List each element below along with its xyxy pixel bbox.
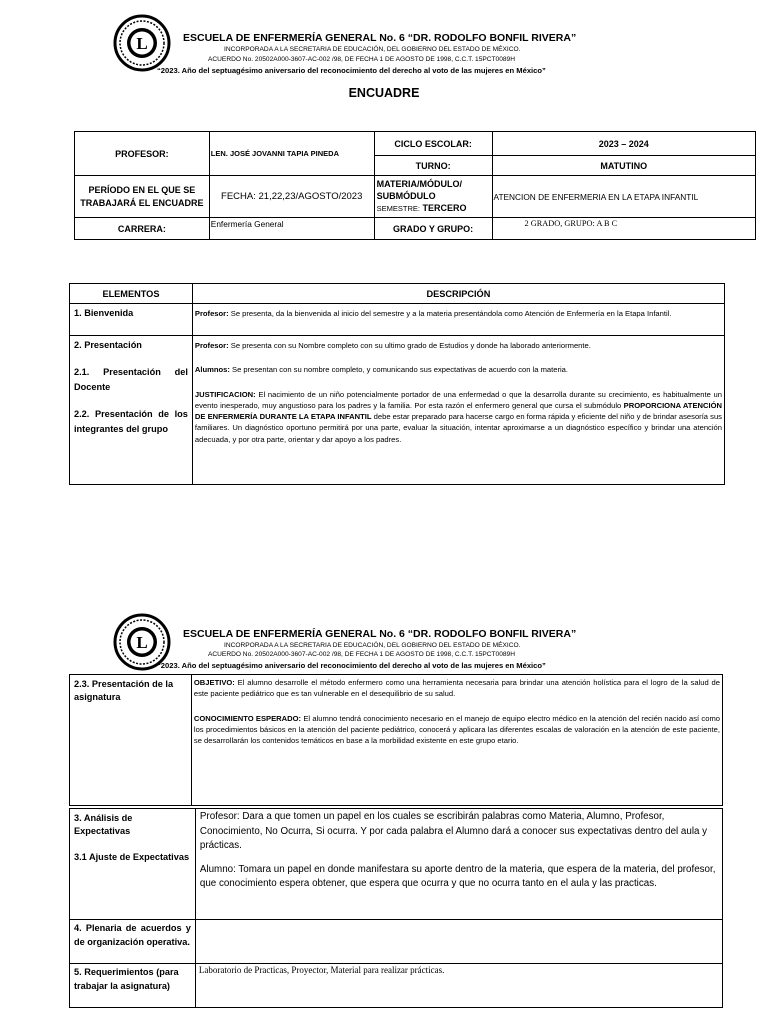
ajuste-label: 3.1 Ajuste de Expectativas [74, 852, 190, 862]
carrera-value: Enfermería General [209, 218, 374, 240]
justificacion-bold: JUSTIFICACION: [194, 389, 256, 399]
bienvenida-bold: Profesor: [194, 309, 229, 318]
incorporation-line: INCORPORADA A LA SECRETARIA DE EDUCACIÓN, DEL GOBIERNO DEL ESTADO DE MÉXICO. [224, 46, 521, 53]
materia-cell [374, 176, 492, 218]
bienvenida-label: 1. Bienvenida [70, 304, 193, 336]
svg-text:L: L [136, 633, 148, 652]
alumnos-text: Se presentan con su nombre completo, y comunicando sus expectativas de acuerdo con la materia. [229, 365, 569, 375]
expectativas-alumno: Alumno: Tomara un papel en donde manifestara su aporte dentro de la materia, que espera de la materia, del profesor, que conocimiento espera obtener, que espera que ocurra y que no ocurra tanto en el aula y las practicas. [199, 863, 716, 889]
expectativas-desc [195, 809, 722, 920]
motto-line: “2023. Año del septuagésimo aniversario del reconocimiento del derecho al voto de las mujeres en México” [157, 661, 546, 670]
agreement-line: ACUERDO No. 20502A000-3607-AC-002 /98, DE FECHA 1 DE AGOSTO DE 1998, C.C.T. 15PCT0089H [208, 56, 515, 63]
svg-text:L: L [136, 34, 148, 53]
integrantes-label: 2.2. Presentación de los integrantes del grupo [74, 409, 188, 434]
profesor-text: Se presenta con su Nombre completo con su ultimo grado de Estudios y donde ha laborado anteriormente. [228, 341, 591, 350]
alumnos-bold: Alumnos: [194, 365, 230, 375]
expectativas-cell [70, 809, 196, 920]
conocimiento-text: El alumno tendrá conocimiento necesario en el manejo de equipo electro médico en la atención del recién nacido así como los procedimientos básicos en la atención del paciente pediátrico, conocerá y aplicara las diferentes escalas de valoración en la atención de este paciente, se desarrollarán los contenidos temáticos en base a la morbilidad existente en este grupo etario. [193, 713, 720, 746]
bienvenida-desc [192, 304, 724, 336]
conocimiento-bold: CONOCIMIENTO ESPERADO: [193, 713, 302, 723]
grado-value: 2 GRADO, GRUPO: A B C [492, 218, 755, 240]
materia-value: ATENCION DE ENFERMERIA EN LA ETAPA INFANTIL [492, 176, 755, 218]
presentacion-desc [192, 336, 724, 485]
justificacion-text-2: debe estar preparado para hacerse cargo en forma rápida y eficiente del niño y de brindar asesoría sus familiares. Un diagnóstico oportuno permitirá por una parte, evaluar la situación, intentar aproximarse a un diagnóstico específico y brindar una atención adecuada, y por otra parte, orientar y dar apoyo a los padres. [194, 412, 722, 444]
profesor-value: LEN. JOSÉ JOVANNI TAPIA PINEDA [209, 132, 374, 176]
turno-value: MATUTINO [492, 156, 755, 176]
info-table [74, 131, 756, 240]
materia-label: MATERIA/MÓDULO/ SUBMÓDULO [376, 179, 462, 201]
profesor-bold: Profesor: [194, 341, 229, 350]
analisis-label: 3. Análisis de Expectativas [74, 813, 133, 836]
requerimientos-label: 5. Requerimientos (para trabajar la asignatura) [70, 964, 196, 1008]
plenaria-desc [195, 920, 722, 964]
agreement-line: ACUERDO No. 20502A000-3607-AC-002 /98, DE FECHA 1 DE AGOSTO DE 1998, C.C.T. 15PCT0089H [208, 651, 515, 658]
lions-seal-icon [113, 14, 171, 72]
justificacion-text-1: El nacimiento de un niño potencialmente portador de una enfermedad o que la desarrolla durante su crecimiento, es habitualmente un evento inesperado, muy angustioso para los padres y la familia. Por esta razón el enfermero general que cursa el submódulo [194, 389, 722, 410]
elements-table-1 [69, 283, 725, 485]
semestre-value: TERCERO [422, 203, 467, 213]
docente-label: 2.1. Presentación del Docente [74, 367, 188, 392]
presentacion-label: 2. Presentación [74, 340, 142, 350]
fecha-value: FECHA: 21,22,23/AGOSTO/2023 [209, 176, 374, 218]
ciclo-value: 2023 – 2024 [492, 132, 755, 156]
carrera-label: CARRERA: [75, 218, 210, 240]
presentacion-cell [70, 336, 193, 485]
requerimientos-desc: Laboratorio de Practicas, Proyector, Material para realizar prácticas. [195, 964, 722, 1008]
profesor-label: PROFESOR: [75, 132, 210, 176]
col-elementos: ELEMENTOS [70, 284, 193, 304]
incorporation-line: INCORPORADA A LA SECRETARIA DE EDUCACIÓN, DEL GOBIERNO DEL ESTADO DE MÉXICO. [224, 642, 521, 649]
periodo-label: PERÍODO EN EL QUE SE TRABAJARÁ EL ENCUADRE [75, 176, 210, 218]
grado-label: GRADO Y GRUPO: [374, 218, 492, 240]
expectativas-profesor: Profesor: Dara a que tomen un papel en los cuales se escribirán palabras como Materia, Alumno, Profesor, Conocimiento, No Ocurra, Si ocurra. Y por cada palabra el Alumno dará a conocer sus expectativas dentro del aula y prácticas. [199, 811, 708, 851]
turno-label: TURNO: [374, 156, 492, 176]
school-name: ESCUELA DE ENFERMERÍA GENERAL No. 6 “DR. RODOLFO BONFIL RIVERA” [183, 32, 577, 44]
page-title: ENCUADRE [348, 86, 420, 100]
plenaria-label: 4. Plenaria de acuerdos y de organización operativa. [70, 920, 196, 964]
asignatura-label: 2.3. Presentación de la asignatura [70, 675, 192, 806]
semestre-label: SEMESTRE: [376, 204, 420, 213]
objetivo-text: El alumno desarrolle el método enfermero como una herramienta necesaria para brindar una atención holística para el logro de la salud de este paciente pediátrico que es tan vulnerable en el desequilibrio de su salud. [193, 678, 720, 699]
school-name: ESCUELA DE ENFERMERÍA GENERAL No. 6 “DR. RODOLFO BONFIL RIVERA” [183, 628, 577, 640]
justificacion-bold-2: PROPORCIONA ATENCIÓN DE ENFERMERÍA DURANTE LA ETAPA INFANTIL [194, 400, 722, 422]
bienvenida-text: Se presenta, da la bienvenida al inicio del semestre y a la materia presentándola como Atención de Enfermería en la Etapa Infantil. [228, 309, 672, 318]
asignatura-desc [191, 675, 722, 806]
elements-table-2 [69, 674, 723, 806]
col-descripcion: DESCRIPCIÓN [192, 284, 724, 304]
ciclo-label: CICLO ESCOLAR: [374, 132, 492, 156]
objetivo-bold: OBJETIVO: [193, 678, 235, 687]
motto-line: “2023. Año del septuagésimo aniversario del reconocimiento del derecho al voto de las mujeres en México” [157, 66, 546, 75]
elements-table-3 [69, 808, 723, 1008]
